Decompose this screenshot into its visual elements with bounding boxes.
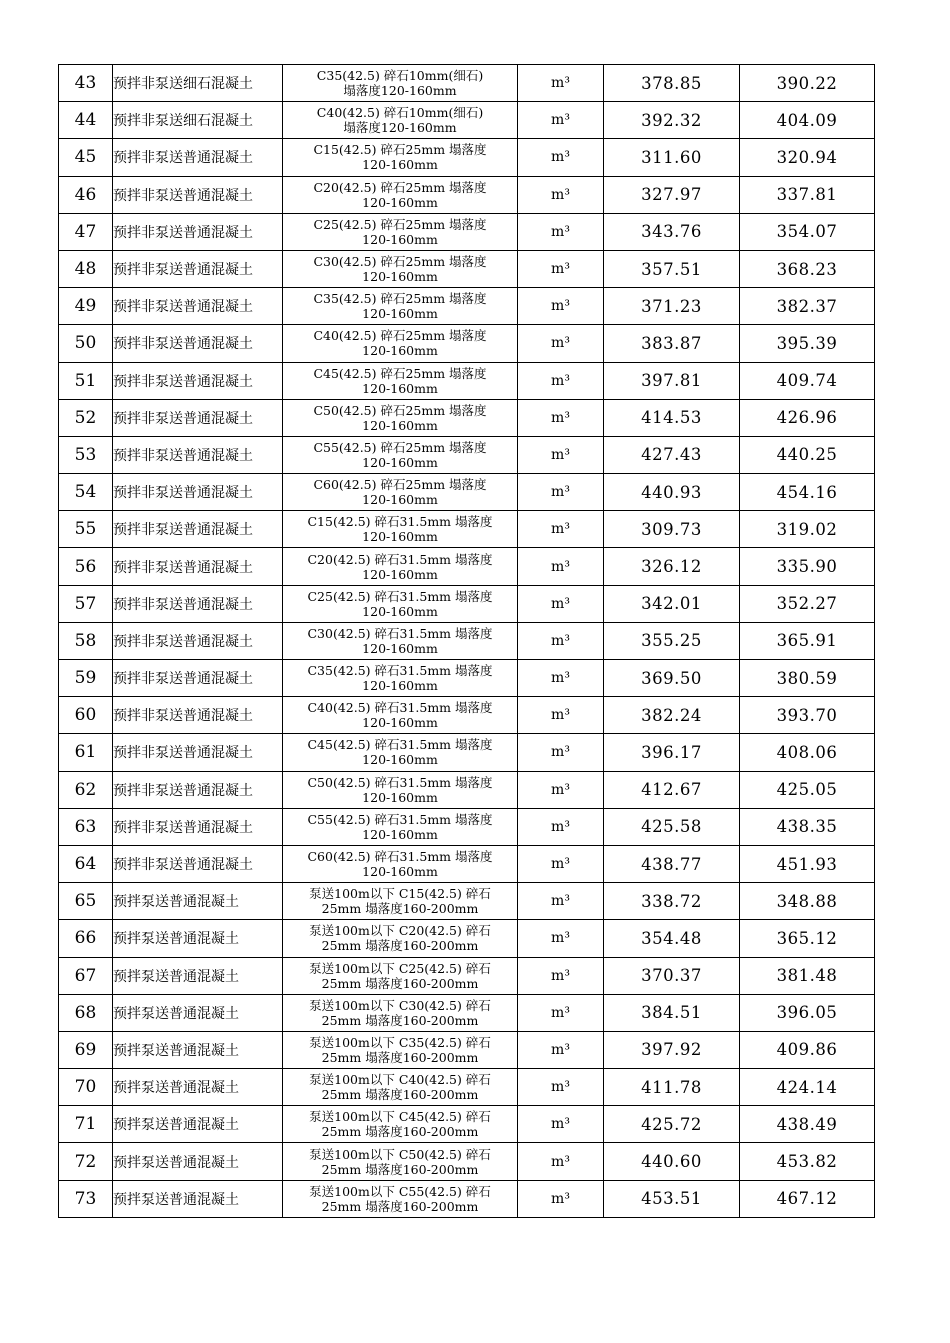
item-number: 43 [59, 65, 113, 102]
item-number: 62 [59, 771, 113, 808]
table-row [59, 1031, 875, 1068]
table-row [59, 474, 875, 511]
unit: m³ [518, 511, 604, 548]
price-incl: 467.12 [740, 1180, 875, 1217]
price-excl: 311.60 [604, 139, 740, 176]
table-row [59, 1106, 875, 1143]
table-row [59, 436, 875, 473]
price-incl: 454.16 [740, 474, 875, 511]
table-row [59, 139, 875, 176]
specification [283, 622, 518, 659]
item-number: 63 [59, 808, 113, 845]
spec-line-1: 泵送100m以下 C20(42.5) 碎石 [309, 923, 491, 939]
unit: m³ [518, 1069, 604, 1106]
spec-line-2: 120-160mm [362, 566, 438, 582]
price-excl: 425.58 [604, 808, 740, 845]
table-row [59, 771, 875, 808]
specification [283, 1106, 518, 1143]
material-name: 预拌非泵送普通混凝土 [113, 697, 283, 734]
material-name: 预拌非泵送普通混凝土 [113, 808, 283, 845]
item-number: 68 [59, 994, 113, 1031]
price-incl: 438.35 [740, 808, 875, 845]
unit: m³ [518, 65, 604, 102]
item-number: 47 [59, 213, 113, 250]
specification [283, 1031, 518, 1068]
specification [283, 920, 518, 957]
price-incl: 426.96 [740, 399, 875, 436]
spec-line-1: 泵送100m以下 C15(42.5) 碎石 [309, 886, 491, 902]
spec-line-1: C50(42.5) 碎石31.5mm 塌落度 [307, 774, 493, 790]
specification [283, 734, 518, 771]
specification [283, 845, 518, 882]
price-excl: 453.51 [604, 1180, 740, 1217]
material-name: 预拌非泵送普通混凝土 [113, 622, 283, 659]
spec-line-1: C60(42.5) 碎石25mm 塌落度 [313, 477, 487, 493]
unit: m³ [518, 845, 604, 882]
material-name: 预拌非泵送普通混凝土 [113, 362, 283, 399]
price-incl: 393.70 [740, 697, 875, 734]
table-row [59, 845, 875, 882]
spec-line-2: 25mm 塌落度160-200mm [321, 1161, 479, 1177]
spec-line-1: C35(42.5) 碎石10mm(细石) [316, 68, 484, 84]
material-name: 预拌非泵送普通混凝土 [113, 474, 283, 511]
spec-line-1: C45(42.5) 碎石25mm 塌落度 [313, 365, 487, 381]
table-row [59, 362, 875, 399]
price-excl: 440.60 [604, 1143, 740, 1180]
price-excl: 411.78 [604, 1069, 740, 1106]
spec-line-2: 25mm 塌落度160-200mm [321, 975, 479, 991]
material-name: 预拌非泵送普通混凝土 [113, 511, 283, 548]
specification [283, 102, 518, 139]
specification [283, 362, 518, 399]
specification [283, 1143, 518, 1180]
price-excl: 384.51 [604, 994, 740, 1031]
price-excl: 440.93 [604, 474, 740, 511]
unit: m³ [518, 585, 604, 622]
table-row [59, 288, 875, 325]
price-excl: 378.85 [604, 65, 740, 102]
table-row [59, 325, 875, 362]
specification [283, 436, 518, 473]
price-excl: 425.72 [604, 1106, 740, 1143]
table-body [59, 65, 875, 1218]
table-row [59, 1180, 875, 1217]
item-number: 58 [59, 622, 113, 659]
price-incl: 320.94 [740, 139, 875, 176]
spec-line-1: C30(42.5) 碎石31.5mm 塌落度 [307, 625, 493, 641]
item-number: 50 [59, 325, 113, 362]
spec-line-2: 120-160mm [362, 640, 438, 656]
material-name: 预拌泵送普通混凝土 [113, 1143, 283, 1180]
spec-line-1: C40(42.5) 碎石31.5mm 塌落度 [307, 700, 493, 716]
item-number: 57 [59, 585, 113, 622]
table-row [59, 65, 875, 102]
item-number: 54 [59, 474, 113, 511]
price-incl: 365.12 [740, 920, 875, 957]
specification [283, 250, 518, 287]
table-row [59, 213, 875, 250]
item-number: 51 [59, 362, 113, 399]
price-incl: 335.90 [740, 548, 875, 585]
table-row [59, 994, 875, 1031]
specification [283, 808, 518, 845]
material-name: 预拌非泵送普通混凝土 [113, 585, 283, 622]
price-incl: 409.86 [740, 1031, 875, 1068]
price-incl: 440.25 [740, 436, 875, 473]
price-excl: 392.32 [604, 102, 740, 139]
price-incl: 319.02 [740, 511, 875, 548]
spec-line-2: 25mm 塌落度160-200mm [321, 1012, 479, 1028]
spec-line-1: 泵送100m以下 C50(42.5) 碎石 [309, 1146, 491, 1162]
unit: m³ [518, 436, 604, 473]
item-number: 52 [59, 399, 113, 436]
price-incl: 438.49 [740, 1106, 875, 1143]
spec-line-2: 120-160mm [362, 789, 438, 805]
spec-line-2: 120-160mm [362, 454, 438, 470]
unit: m³ [518, 474, 604, 511]
price-incl: 408.06 [740, 734, 875, 771]
table-row [59, 511, 875, 548]
spec-line-1: C40(42.5) 碎石25mm 塌落度 [313, 328, 487, 344]
specification [283, 1069, 518, 1106]
item-number: 60 [59, 697, 113, 734]
spec-line-2: 120-160mm [362, 603, 438, 619]
material-name: 预拌非泵送普通混凝土 [113, 660, 283, 697]
unit: m³ [518, 920, 604, 957]
price-excl: 354.48 [604, 920, 740, 957]
spec-line-1: 泵送100m以下 C30(42.5) 碎石 [309, 997, 491, 1013]
specification [283, 325, 518, 362]
specification [283, 511, 518, 548]
material-name: 预拌非泵送普通混凝土 [113, 288, 283, 325]
material-name: 预拌非泵送普通混凝土 [113, 250, 283, 287]
item-number: 69 [59, 1031, 113, 1068]
spec-line-1: C15(42.5) 碎石31.5mm 塌落度 [307, 514, 493, 530]
material-name: 预拌非泵送普通混凝土 [113, 845, 283, 882]
spec-line-2: 25mm 塌落度160-200mm [321, 1198, 479, 1214]
material-name: 预拌非泵送普通混凝土 [113, 139, 283, 176]
unit: m³ [518, 362, 604, 399]
unit: m³ [518, 288, 604, 325]
material-name: 预拌泵送普通混凝土 [113, 920, 283, 957]
price-incl: 368.23 [740, 250, 875, 287]
spec-line-2: 120-160mm [362, 826, 438, 842]
table-row [59, 1143, 875, 1180]
table-row [59, 660, 875, 697]
item-number: 44 [59, 102, 113, 139]
material-name: 预拌泵送普通混凝土 [113, 957, 283, 994]
spec-line-1: C45(42.5) 碎石31.5mm 塌落度 [307, 737, 493, 753]
spec-line-2: 120-160mm [362, 306, 438, 322]
material-name: 预拌非泵送普通混凝土 [113, 325, 283, 362]
item-number: 55 [59, 511, 113, 548]
specification [283, 994, 518, 1031]
table-row [59, 250, 875, 287]
table-row [59, 548, 875, 585]
unit: m³ [518, 139, 604, 176]
table-row [59, 176, 875, 213]
specification [283, 139, 518, 176]
material-name: 预拌泵送普通混凝土 [113, 883, 283, 920]
table-row [59, 808, 875, 845]
spec-line-2: 塌落度120-160mm [343, 120, 457, 136]
spec-line-2: 120-160mm [362, 864, 438, 880]
unit: m³ [518, 808, 604, 845]
price-excl: 370.37 [604, 957, 740, 994]
spec-line-2: 120-160mm [362, 231, 438, 247]
spec-line-1: 泵送100m以下 C35(42.5) 碎石 [309, 1034, 491, 1050]
price-incl: 404.09 [740, 102, 875, 139]
item-number: 72 [59, 1143, 113, 1180]
spec-line-2: 120-160mm [362, 752, 438, 768]
price-incl: 352.27 [740, 585, 875, 622]
price-excl: 396.17 [604, 734, 740, 771]
specification [283, 548, 518, 585]
spec-line-2: 25mm 塌落度160-200mm [321, 1049, 479, 1065]
item-number: 61 [59, 734, 113, 771]
item-number: 46 [59, 176, 113, 213]
specification [283, 213, 518, 250]
unit: m³ [518, 957, 604, 994]
price-excl: 355.25 [604, 622, 740, 659]
spec-line-2: 25mm 塌落度160-200mm [321, 901, 479, 917]
price-incl: 380.59 [740, 660, 875, 697]
table-row [59, 585, 875, 622]
spec-line-2: 25mm 塌落度160-200mm [321, 1087, 479, 1103]
spec-line-1: C25(42.5) 碎石25mm 塌落度 [313, 216, 487, 232]
item-number: 67 [59, 957, 113, 994]
table-row [59, 622, 875, 659]
spec-line-1: C20(42.5) 碎石31.5mm 塌落度 [307, 551, 493, 567]
table-row [59, 399, 875, 436]
spec-line-2: 120-160mm [362, 194, 438, 210]
item-number: 64 [59, 845, 113, 882]
material-name: 预拌非泵送普通混凝土 [113, 213, 283, 250]
price-incl: 395.39 [740, 325, 875, 362]
spec-line-1: C25(42.5) 碎石31.5mm 塌落度 [307, 588, 493, 604]
table-row [59, 957, 875, 994]
material-name: 预拌非泵送普通混凝土 [113, 548, 283, 585]
price-excl: 327.97 [604, 176, 740, 213]
price-excl: 342.01 [604, 585, 740, 622]
item-number: 65 [59, 883, 113, 920]
unit: m³ [518, 213, 604, 250]
item-number: 73 [59, 1180, 113, 1217]
spec-line-1: C15(42.5) 碎石25mm 塌落度 [313, 142, 487, 158]
specification [283, 660, 518, 697]
price-incl: 396.05 [740, 994, 875, 1031]
price-excl: 397.81 [604, 362, 740, 399]
spec-line-2: 120-160mm [362, 380, 438, 396]
unit: m³ [518, 325, 604, 362]
table-row [59, 883, 875, 920]
price-excl: 397.92 [604, 1031, 740, 1068]
spec-line-1: C50(42.5) 碎石25mm 塌落度 [313, 402, 487, 418]
price-incl: 451.93 [740, 845, 875, 882]
unit: m³ [518, 734, 604, 771]
price-excl: 357.51 [604, 250, 740, 287]
price-incl: 348.88 [740, 883, 875, 920]
price-incl: 390.22 [740, 65, 875, 102]
spec-line-2: 120-160mm [362, 529, 438, 545]
spec-line-2: 120-160mm [362, 157, 438, 173]
price-excl: 414.53 [604, 399, 740, 436]
table-row [59, 102, 875, 139]
specification [283, 474, 518, 511]
table-row [59, 734, 875, 771]
spec-line-1: C20(42.5) 碎石25mm 塌落度 [313, 179, 487, 195]
specification [283, 883, 518, 920]
spec-line-1: C60(42.5) 碎石31.5mm 塌落度 [307, 849, 493, 865]
price-excl: 371.23 [604, 288, 740, 325]
price-excl: 326.12 [604, 548, 740, 585]
item-number: 66 [59, 920, 113, 957]
spec-line-1: C35(42.5) 碎石31.5mm 塌落度 [307, 663, 493, 679]
specification [283, 585, 518, 622]
price-incl: 382.37 [740, 288, 875, 325]
spec-line-1: C40(42.5) 碎石10mm(细石) [316, 105, 484, 121]
item-number: 45 [59, 139, 113, 176]
material-name: 预拌非泵送细石混凝土 [113, 102, 283, 139]
material-name: 预拌非泵送普通混凝土 [113, 734, 283, 771]
spec-line-1: 泵送100m以下 C25(42.5) 碎石 [309, 960, 491, 976]
spec-line-2: 25mm 塌落度160-200mm [321, 938, 479, 954]
item-number: 70 [59, 1069, 113, 1106]
unit: m³ [518, 1180, 604, 1217]
table-row [59, 697, 875, 734]
spec-line-2: 120-160mm [362, 715, 438, 731]
unit: m³ [518, 399, 604, 436]
item-number: 71 [59, 1106, 113, 1143]
spec-line-2: 120-160mm [362, 417, 438, 433]
spec-line-1: 泵送100m以下 C40(42.5) 碎石 [309, 1072, 491, 1088]
spec-line-2: 120-160mm [362, 492, 438, 508]
price-incl: 453.82 [740, 1143, 875, 1180]
spec-line-1: C30(42.5) 碎石25mm 塌落度 [313, 254, 487, 270]
price-excl: 338.72 [604, 883, 740, 920]
unit: m³ [518, 102, 604, 139]
price-incl: 365.91 [740, 622, 875, 659]
spec-line-1: C55(42.5) 碎石31.5mm 塌落度 [307, 811, 493, 827]
unit: m³ [518, 1031, 604, 1068]
price-excl: 427.43 [604, 436, 740, 473]
price-incl: 381.48 [740, 957, 875, 994]
specification [283, 771, 518, 808]
unit: m³ [518, 1143, 604, 1180]
price-excl: 412.67 [604, 771, 740, 808]
spec-line-2: 塌落度120-160mm [343, 83, 457, 99]
item-number: 49 [59, 288, 113, 325]
specification [283, 1180, 518, 1217]
material-name: 预拌非泵送普通混凝土 [113, 771, 283, 808]
price-incl: 354.07 [740, 213, 875, 250]
table-row [59, 920, 875, 957]
unit: m³ [518, 548, 604, 585]
spec-line-2: 120-160mm [362, 678, 438, 694]
item-number: 59 [59, 660, 113, 697]
specification [283, 65, 518, 102]
spec-line-1: C35(42.5) 碎石25mm 塌落度 [313, 291, 487, 307]
price-incl: 409.74 [740, 362, 875, 399]
spec-line-2: 25mm 塌落度160-200mm [321, 1124, 479, 1140]
price-incl: 425.05 [740, 771, 875, 808]
price-excl: 369.50 [604, 660, 740, 697]
material-name: 预拌泵送普通混凝土 [113, 994, 283, 1031]
material-name: 预拌非泵送普通混凝土 [113, 399, 283, 436]
spec-line-2: 120-160mm [362, 343, 438, 359]
item-number: 48 [59, 250, 113, 287]
unit: m³ [518, 697, 604, 734]
material-name: 预拌泵送普通混凝土 [113, 1180, 283, 1217]
material-name: 预拌泵送普通混凝土 [113, 1069, 283, 1106]
price-excl: 382.24 [604, 697, 740, 734]
specification [283, 176, 518, 213]
material-name: 预拌泵送普通混凝土 [113, 1106, 283, 1143]
unit: m³ [518, 883, 604, 920]
price-incl: 337.81 [740, 176, 875, 213]
price-excl: 383.87 [604, 325, 740, 362]
price-excl: 343.76 [604, 213, 740, 250]
unit: m³ [518, 622, 604, 659]
spec-line-1: 泵送100m以下 C45(42.5) 碎石 [309, 1109, 491, 1125]
table-row [59, 1069, 875, 1106]
price-table [58, 64, 875, 1218]
unit: m³ [518, 250, 604, 287]
specification [283, 697, 518, 734]
spec-line-2: 120-160mm [362, 269, 438, 285]
unit: m³ [518, 660, 604, 697]
price-incl: 424.14 [740, 1069, 875, 1106]
item-number: 53 [59, 436, 113, 473]
material-name: 预拌非泵送细石混凝土 [113, 65, 283, 102]
unit: m³ [518, 771, 604, 808]
unit: m³ [518, 176, 604, 213]
unit: m³ [518, 994, 604, 1031]
material-name: 预拌非泵送普通混凝土 [113, 436, 283, 473]
spec-line-1: C55(42.5) 碎石25mm 塌落度 [313, 439, 487, 455]
material-name: 预拌泵送普通混凝土 [113, 1031, 283, 1068]
specification [283, 399, 518, 436]
specification [283, 288, 518, 325]
spec-line-1: 泵送100m以下 C55(42.5) 碎石 [309, 1183, 491, 1199]
material-name: 预拌非泵送普通混凝土 [113, 176, 283, 213]
price-excl: 438.77 [604, 845, 740, 882]
unit: m³ [518, 1106, 604, 1143]
item-number: 56 [59, 548, 113, 585]
specification [283, 957, 518, 994]
price-excl: 309.73 [604, 511, 740, 548]
